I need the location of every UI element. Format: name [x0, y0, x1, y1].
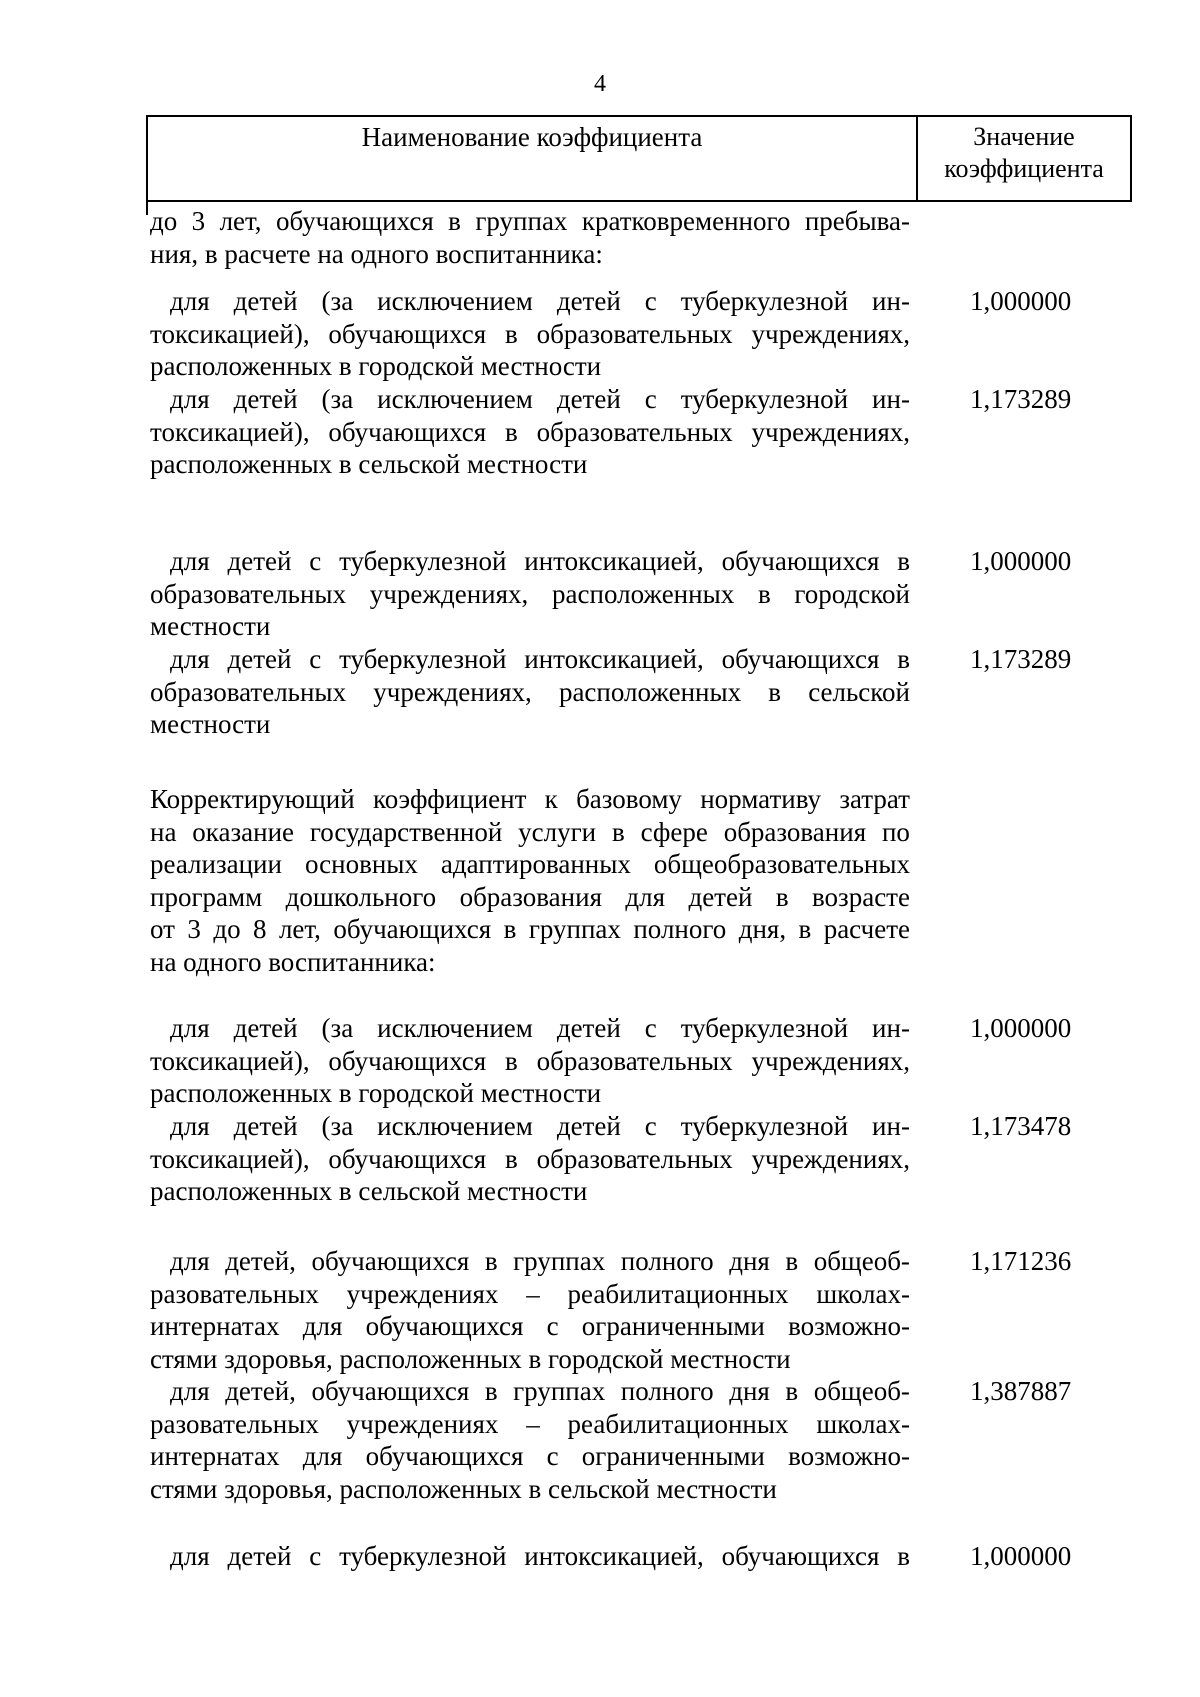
intro-text — [150, 205, 910, 270]
row2-5-text — [150, 1540, 910, 1573]
section2-line — [150, 913, 910, 946]
word: детей — [556, 1111, 621, 1141]
word: в — [484, 1246, 498, 1276]
word: в — [448, 206, 461, 236]
word: в — [798, 914, 812, 944]
word: в — [611, 816, 625, 847]
word: ин- — [872, 1013, 910, 1043]
word: разовательных — [150, 1278, 319, 1309]
word: обучающихся — [311, 1376, 470, 1406]
word: дошкольного — [285, 881, 437, 912]
row2-2-text — [150, 1110, 910, 1208]
word: школах- — [816, 1408, 910, 1439]
word: интоксикацией, — [524, 546, 704, 576]
row-line — [150, 1245, 910, 1278]
row-line — [150, 643, 910, 676]
header-value-line1: Значение — [973, 122, 1075, 151]
word: для — [170, 644, 210, 674]
word: – — [526, 1408, 540, 1439]
row1-1-value: 1,000000 — [970, 286, 1072, 316]
header-coefficient-value — [918, 117, 1130, 200]
word: для — [170, 1246, 210, 1276]
word: детей — [233, 286, 298, 316]
word: для — [170, 286, 210, 316]
word: для — [302, 1441, 343, 1471]
word: в — [775, 881, 789, 912]
word: ин- — [872, 1111, 910, 1141]
word: (за — [321, 1111, 354, 1141]
word: интоксикацией, — [524, 1541, 704, 1571]
word: детей — [227, 1541, 292, 1571]
word: обучающихся — [721, 546, 880, 576]
word: исключением — [377, 286, 533, 316]
word: исключением — [377, 1111, 533, 1141]
row-line — [150, 1440, 910, 1473]
word: обучающихся — [328, 1045, 487, 1076]
row1-1-text — [150, 285, 910, 383]
word: программ — [150, 881, 263, 912]
word: в — [768, 676, 782, 707]
word: для — [170, 546, 210, 576]
row-line — [150, 285, 910, 318]
word: учреждениях, — [751, 318, 910, 349]
row-line: стями здоровья, расположенных в сельской местности — [150, 1473, 777, 1504]
word: интернатах — [150, 1311, 280, 1341]
word: полного — [633, 914, 727, 944]
row1-4-value: 1,173289 — [970, 644, 1072, 674]
word: для — [625, 881, 666, 912]
word: в — [505, 416, 518, 447]
word: полного — [620, 1376, 714, 1406]
word: токсикацией), — [150, 1143, 310, 1174]
word: реабилитационных — [567, 1278, 789, 1309]
word: с — [309, 546, 322, 576]
row-line: расположенных в сельской местности — [150, 1176, 588, 1206]
word: учреждениях, — [369, 578, 529, 609]
row-line — [150, 1143, 910, 1176]
section2-text — [150, 783, 910, 978]
word: для — [302, 1311, 343, 1341]
row-line — [150, 416, 910, 449]
word: до — [213, 914, 241, 944]
word: детей — [556, 286, 621, 316]
row-line — [150, 578, 910, 611]
word: в — [505, 1143, 518, 1174]
word: возможно- — [788, 1311, 910, 1341]
row-line — [150, 1110, 910, 1143]
word: для — [170, 1541, 210, 1571]
word: обучающихся — [275, 206, 434, 236]
word: учреждениях, — [751, 1045, 910, 1076]
word: туберкулезной — [339, 644, 507, 674]
word: лет, — [219, 206, 262, 236]
table-header — [146, 115, 1132, 202]
word: услуги — [518, 816, 597, 847]
page-number: 4 — [594, 71, 606, 97]
word: дня, — [738, 914, 787, 944]
word: интернатах — [150, 1441, 280, 1471]
row-line — [150, 1540, 910, 1573]
word: группах — [475, 206, 568, 236]
section2-line — [150, 881, 910, 914]
intro-line-1 — [150, 205, 910, 238]
word: сфере — [640, 816, 708, 847]
word: токсикацией), — [150, 1045, 310, 1076]
row2-4-value: 1,387887 — [970, 1376, 1072, 1406]
word: лет, — [278, 914, 321, 944]
row-line — [150, 1408, 910, 1441]
word: в — [897, 644, 910, 674]
word: обучающихся — [333, 914, 492, 944]
word: сельской — [808, 676, 910, 707]
word: исключением — [377, 1013, 533, 1043]
table-left-border — [146, 200, 148, 215]
word: затрат — [839, 784, 910, 814]
word: (за — [321, 1013, 354, 1043]
section2-line: на одного воспитанника: — [150, 946, 436, 977]
word: государственной — [309, 816, 503, 847]
word: группах — [513, 1376, 606, 1406]
row1-3-text — [150, 545, 910, 643]
row-line — [150, 545, 910, 578]
word: 3 — [187, 914, 201, 944]
word: расположенных — [552, 578, 735, 609]
word: в — [505, 1045, 518, 1076]
word: пребыва- — [804, 206, 910, 236]
word: от — [150, 914, 175, 944]
word: (за — [321, 384, 354, 414]
word: расчете — [823, 914, 910, 944]
row2-1-text — [150, 1012, 910, 1110]
word: обучающихся — [328, 318, 487, 349]
row-line: расположенных в городской местности — [150, 1078, 602, 1108]
word: для — [170, 384, 210, 414]
word: обучающихся — [328, 1143, 487, 1174]
word: к — [544, 784, 558, 814]
word: школах- — [816, 1278, 910, 1309]
word: (за — [321, 286, 354, 316]
word: с — [644, 286, 657, 316]
word: расположенных — [558, 676, 742, 707]
word: детей — [233, 1013, 298, 1043]
word: обучающихся — [721, 1541, 880, 1571]
row2-1-value: 1,000000 — [970, 1013, 1072, 1043]
row-line — [150, 1278, 910, 1311]
word: детей, — [225, 1376, 296, 1406]
row-line: расположенных в городской местности — [150, 351, 602, 381]
row-line — [150, 1310, 910, 1343]
row-line — [150, 1375, 910, 1408]
word: 3 — [191, 206, 206, 236]
word: в — [785, 1246, 799, 1276]
header-value-line2: коэффициента — [944, 154, 1104, 183]
word: учреждениях, — [373, 676, 532, 707]
row-line: местности — [150, 611, 271, 641]
word: с — [309, 1541, 322, 1571]
row2-3-value: 1,171236 — [970, 1246, 1072, 1276]
word: общеоб- — [813, 1246, 910, 1276]
word: реабилитационных — [567, 1408, 789, 1439]
word: образовательных — [536, 1045, 733, 1076]
word: в — [897, 1541, 910, 1571]
word: обучающихся — [365, 1311, 524, 1341]
row-line: расположенных в сельской местности — [150, 449, 588, 479]
word: туберкулезной — [680, 286, 849, 316]
word: обучающихся — [328, 416, 487, 447]
word: интоксикацией, — [524, 644, 704, 674]
word: по — [881, 816, 910, 847]
word: с — [309, 644, 322, 674]
word: обучающихся — [311, 1246, 470, 1276]
row2-3-text — [150, 1245, 910, 1375]
row-line — [150, 1045, 910, 1078]
word: общеобразовательных — [653, 849, 910, 879]
word: образовательных — [536, 318, 733, 349]
word: детей — [227, 644, 292, 674]
section2-line — [150, 816, 910, 849]
word: с — [644, 1111, 657, 1141]
row-line: местности — [150, 709, 271, 739]
word: дня — [729, 1246, 770, 1276]
word: учреждениях, — [751, 1143, 910, 1174]
word: ин- — [872, 286, 910, 316]
word: возрасте — [811, 881, 910, 912]
word: детей — [688, 881, 753, 912]
row2-2-value: 1,173478 — [970, 1111, 1072, 1141]
word: коэффициент — [372, 784, 527, 814]
word: дня — [729, 1376, 770, 1406]
word: детей — [556, 1013, 621, 1043]
word: с — [644, 1013, 657, 1043]
word: Корректирующий — [150, 784, 355, 814]
word: учреждениях, — [751, 416, 910, 447]
row1-3-value: 1,000000 — [970, 546, 1072, 576]
word: образовательных — [150, 578, 347, 609]
word: кратковременного — [581, 206, 791, 236]
word: на — [150, 816, 177, 847]
word: образования — [459, 881, 602, 912]
word: учреждениях — [346, 1408, 499, 1439]
word: туберкулезной — [680, 384, 849, 414]
row-line — [150, 1012, 910, 1045]
row2-5-value: 1,000000 — [970, 1541, 1072, 1571]
word: обучающихся — [365, 1441, 524, 1471]
row1-2-text — [150, 383, 910, 481]
header-coefficient-name: Наименование коэффициента — [148, 117, 918, 200]
word: детей — [556, 384, 621, 414]
word: ограниченными — [581, 1441, 765, 1471]
word: городской — [794, 578, 910, 609]
word: до — [150, 206, 178, 236]
section2-line — [150, 848, 910, 881]
word: исключением — [377, 384, 533, 414]
word: адаптированных — [440, 849, 631, 879]
section2-line — [150, 783, 910, 816]
word: образовательных — [150, 676, 347, 707]
word: токсикацией), — [150, 318, 310, 349]
row2-4-text — [150, 1375, 910, 1505]
word: возможно- — [788, 1441, 910, 1471]
word: детей — [227, 546, 292, 576]
row-line — [150, 318, 910, 351]
word: детей, — [225, 1246, 296, 1276]
word: в — [757, 578, 771, 609]
word: для — [170, 1111, 210, 1141]
word: разовательных — [150, 1408, 319, 1439]
word: туберкулезной — [339, 1541, 507, 1571]
word: с — [546, 1311, 559, 1341]
row-line — [150, 676, 910, 709]
word: в — [484, 1376, 498, 1406]
word: группах — [513, 1246, 606, 1276]
word: токсикацией), — [150, 416, 310, 447]
word: образовательных — [536, 1143, 733, 1174]
word: в — [503, 914, 517, 944]
word: обучающихся — [721, 644, 880, 674]
word: детей — [233, 384, 298, 414]
word: общеоб- — [813, 1376, 910, 1406]
word: базовому — [576, 784, 682, 814]
word: полного — [620, 1246, 714, 1276]
intro-line-2: ния, в расчете на одного воспитанника: — [150, 238, 603, 269]
word: 8 — [253, 914, 267, 944]
word: ин- — [872, 384, 910, 414]
word: группах — [528, 914, 621, 944]
word: туберкулезной — [680, 1013, 849, 1043]
word: детей — [233, 1111, 298, 1141]
word: в — [897, 546, 910, 576]
word: учреждениях — [346, 1278, 499, 1309]
word: основных — [304, 849, 418, 879]
word: образования — [723, 816, 867, 847]
word: туберкулезной — [339, 546, 507, 576]
row-line: стями здоровья, расположенных в городской местности — [150, 1343, 791, 1374]
word: в — [785, 1376, 799, 1406]
word: реализации — [150, 849, 282, 879]
word: нормативу — [700, 784, 822, 814]
row1-4-text — [150, 643, 910, 741]
row1-2-value: 1,173289 — [970, 384, 1072, 414]
word: с — [644, 384, 657, 414]
word: для — [170, 1013, 210, 1043]
word: туберкулезной — [680, 1111, 849, 1141]
word: для — [170, 1376, 210, 1406]
word: с — [546, 1441, 559, 1471]
word: оказание — [192, 816, 295, 847]
word: – — [526, 1278, 540, 1309]
word: ограниченными — [581, 1311, 765, 1341]
word: образовательных — [536, 416, 733, 447]
word: в — [505, 318, 518, 349]
row-line — [150, 383, 910, 416]
